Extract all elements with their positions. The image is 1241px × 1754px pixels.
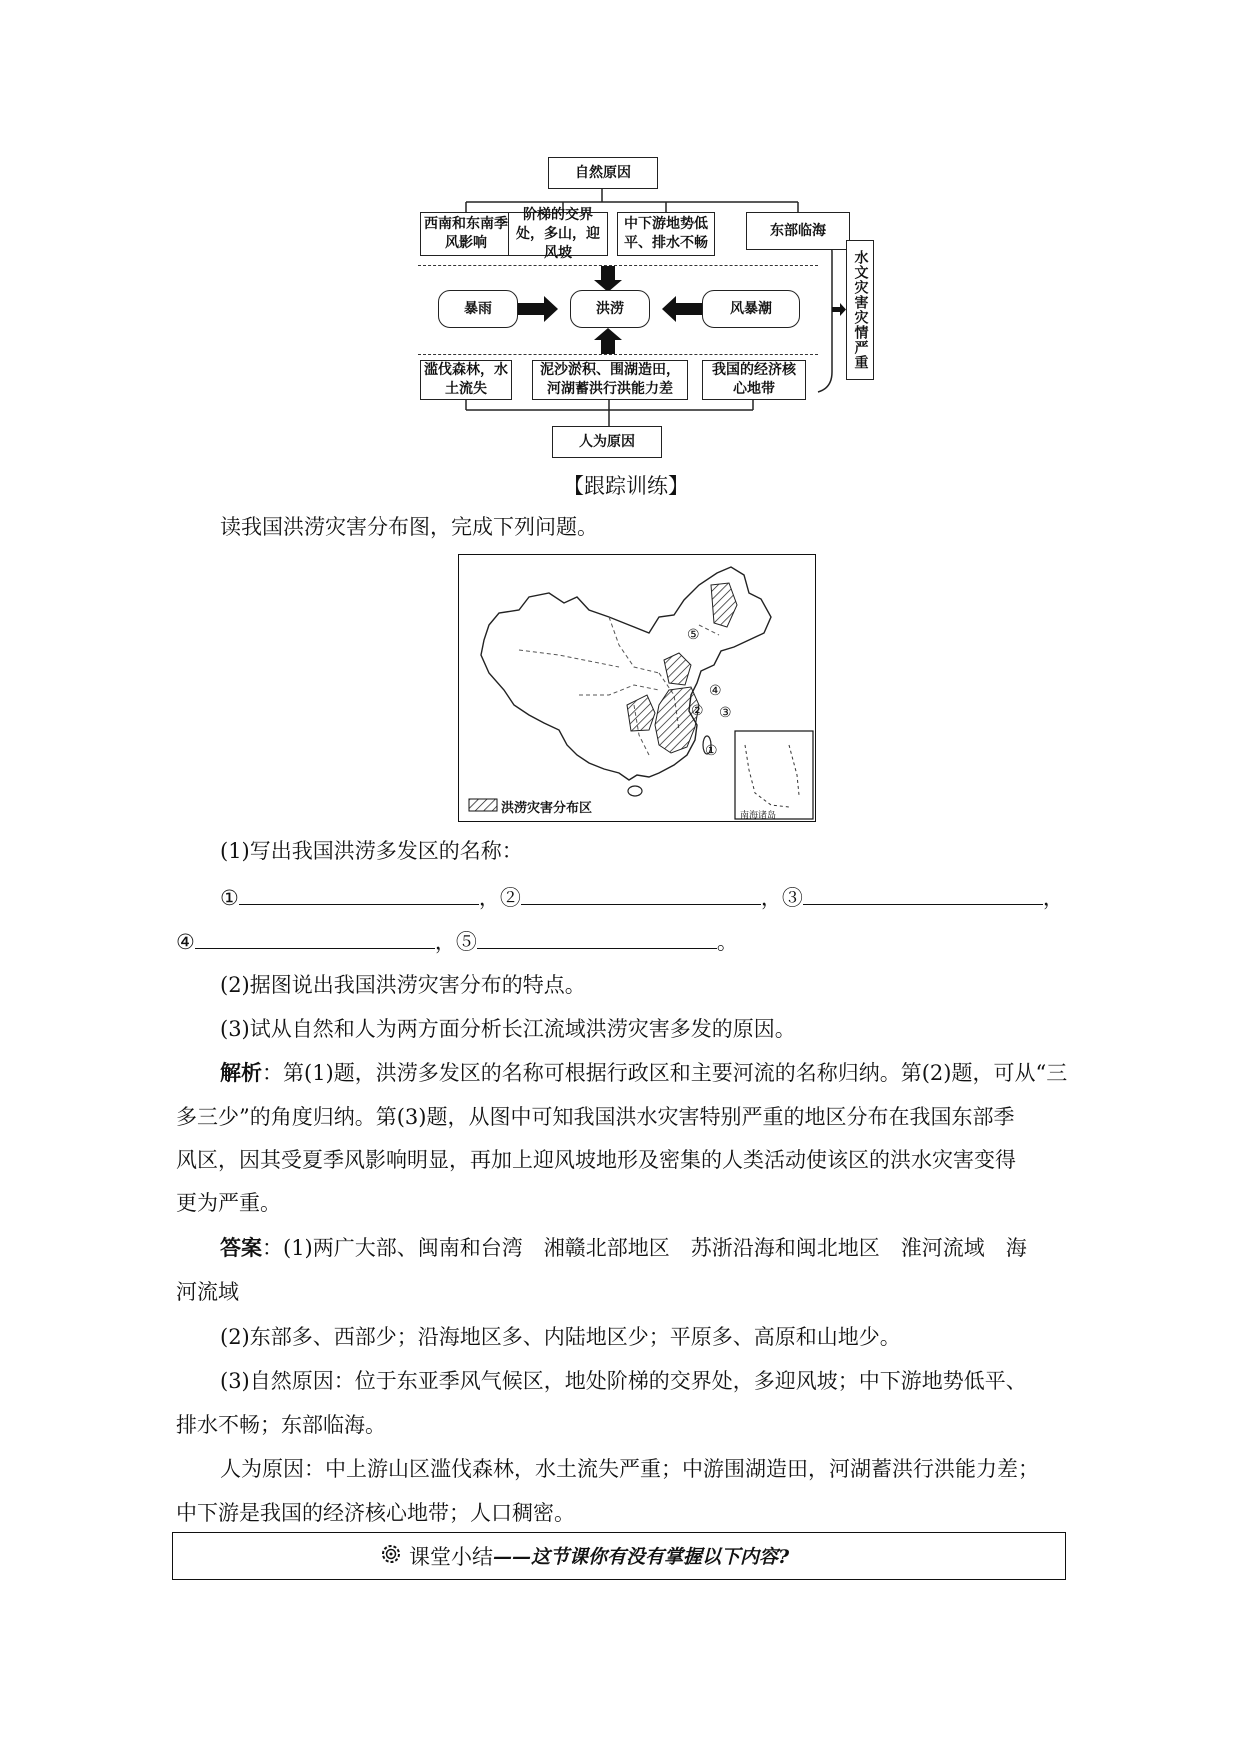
natural-factor-terrain: 阶梯的交界处，多山，迎风坡 (508, 212, 608, 256)
answer-blank-3[interactable] (803, 882, 1043, 905)
answer-text-1: ：(1)两广大部、闽南和台湾 湘赣北部地区 苏浙沿海和闽北地区 淮河流域 海 (262, 1236, 1027, 1260)
answer-blank-2[interactable] (521, 882, 761, 905)
answer-line-1 (220, 1234, 1027, 1262)
natural-factor-monsoon: 西南和东南季风影响 (420, 212, 512, 256)
human-factor-economy: 我国的经济核心地带 (702, 360, 806, 400)
result-box: 水文灾害灾情严重 (846, 240, 874, 380)
human-cause-box: 人为原因 (552, 426, 662, 458)
natural-divider (418, 265, 818, 266)
blank-row-2 (176, 926, 738, 956)
natural-factor-coast: 东部临海 (746, 212, 850, 250)
blank-label-1: ① (220, 886, 239, 910)
analysis-line-2: 多三少”的角度归纳。第(3)题，从图中可知我国洪水灾害特别严重的地区分布在我国东部季 (176, 1105, 1015, 1129)
inset-label: 南海诸岛 (740, 811, 777, 821)
answer-line-6: 人为原因：中上游山区滥伐森林，水土流失严重；中游围湖造田，河湖蓄洪行洪能力差； (220, 1457, 1039, 1481)
human-factor-siltation: 泥沙淤积、围湖造田，河湖蓄洪行洪能力差 (532, 360, 688, 400)
natural-factor-lowland: 中下游地势低平、排水不畅 (617, 212, 715, 256)
human-divider (418, 354, 818, 355)
analysis-text-1: ：第(1)题，洪涝多发区的名称可根据行政区和主要河流的名称归纳。第(2)题，可从“三 (262, 1061, 1068, 1085)
marker-2: ② (691, 703, 704, 719)
class-summary-box (172, 1532, 1066, 1580)
analysis-line-1 (220, 1059, 1067, 1087)
blank-end-1: ， (1042, 886, 1064, 910)
blank-label-5: ，⑤ (434, 930, 477, 954)
gear-icon (380, 1543, 402, 1569)
flood-box: 洪涝 (570, 290, 650, 328)
answer-line-7: 中下游是我国的经济核心地带；人口稠密。 (176, 1501, 575, 1525)
marker-5: ⑤ (687, 627, 700, 643)
answer-line-4: (3)自然原因：位于东亚季风气候区，地处阶梯的交界处，多迎风坡；中下游地势低平、 (220, 1369, 1027, 1393)
answer-line-3: (2)东部多、西部少；沿海地区多、内陆地区少；平原多、高原和山地少。 (220, 1325, 901, 1349)
china-map-outline (459, 555, 814, 820)
marker-1: ① (705, 743, 718, 759)
analysis-line-3: 风区，因其受夏季风影响明显，再加上迎风坡地形及密集的人类活动使该区的洪水灾害变得 (176, 1148, 1016, 1172)
answer-blank-4[interactable] (195, 926, 435, 949)
blank-label-3: ，③ (760, 886, 803, 910)
storm-surge-box: 风暴潮 (702, 290, 800, 328)
map-legend-label: 洪涝灾害分布区 (501, 801, 593, 816)
question-2: (2)据图说出我国洪涝灾害分布的特点。 (220, 973, 586, 997)
blank-row-1 (220, 882, 1064, 912)
marker-4: ④ (709, 683, 722, 699)
blank-end-2: 。 (716, 930, 738, 954)
summary-title: 课堂小结 (409, 1545, 493, 1569)
human-factor-deforestation: 滥伐森林，水土流失 (420, 360, 512, 400)
answer-line-2: 河流域 (176, 1280, 239, 1304)
question-3: (3)试从自然和人为两方面分析长江流域洪涝灾害多发的原因。 (220, 1017, 796, 1041)
answer-blank-1[interactable] (239, 882, 479, 905)
blank-label-4: ④ (176, 930, 195, 954)
summary-subtitle: ——这节课你有没有掌握以下内容? (493, 1546, 790, 1568)
flood-distribution-map (458, 554, 816, 822)
section-title: 【跟踪训练】 (563, 474, 689, 498)
question-1: (1)写出我国洪涝多发区的名称： (220, 839, 523, 863)
intro-text: 读我国洪涝灾害分布图，完成下列问题。 (220, 515, 598, 539)
answer-line-5: 排水不畅；东部临海。 (176, 1413, 386, 1437)
natural-cause-box: 自然原因 (548, 157, 658, 189)
analysis-line-4: 更为严重。 (176, 1191, 281, 1215)
blank-label-2: ，② (478, 886, 521, 910)
analysis-label: 解析 (220, 1060, 262, 1085)
marker-3: ③ (719, 705, 732, 721)
answer-label: 答案 (220, 1235, 262, 1260)
answer-blank-5[interactable] (477, 926, 717, 949)
rainstorm-box: 暴雨 (438, 290, 518, 328)
